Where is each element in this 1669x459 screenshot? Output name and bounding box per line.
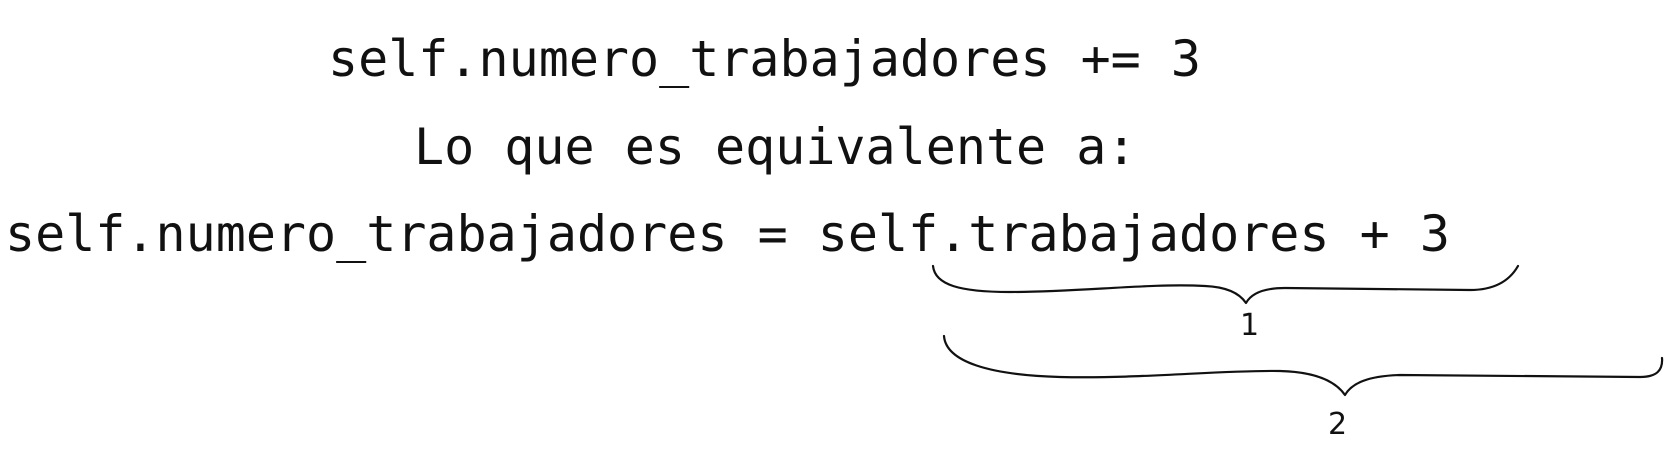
brace-1 — [933, 266, 1518, 303]
brace-1-label: 1 — [1240, 308, 1260, 343]
expansion-line: self.numero_trabajadores = self.trabajadores + 3 — [5, 205, 1450, 263]
brace-2-label: 2 — [1328, 407, 1348, 442]
brace-2 — [944, 336, 1662, 395]
explanation-line: Lo que es equivalente a: — [414, 118, 1137, 176]
statement-line: self.numero_trabajadores += 3 — [328, 30, 1201, 88]
